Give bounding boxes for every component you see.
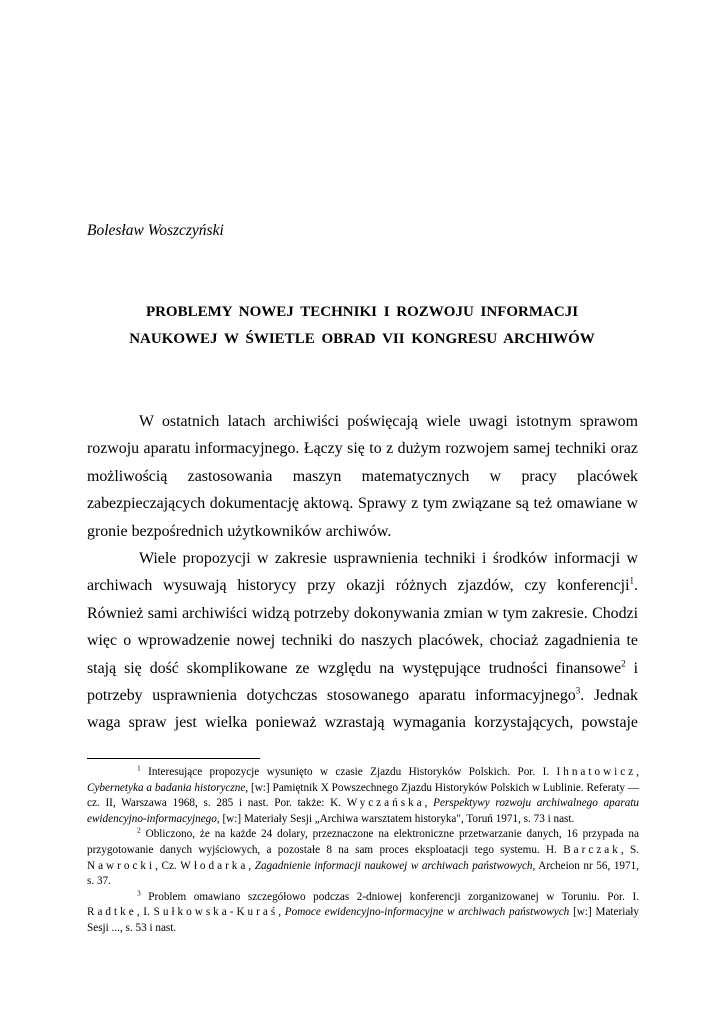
footnote-2-text-2: , Archeion nr 56, 1971, s. 37.: [87, 859, 640, 888]
paragraph-1-text: W ostatnich latach archiwiści poświęcają wiele uwagi istotnym sprawom rozwoju aparatu informacyjnego. Łączy się to z dużym rozwojem samej techniki oraz możliwością zastosowania maszyn matematycznych w pracy placówek zabezpieczających dokumentację aktową. Sprawy z tym związane są też omawiane w gronie bezpośrednich użytkowników archiwów.: [87, 413, 638, 540]
footnote-2: [87, 827, 639, 889]
footnote-ref-1[interactable]: 1: [629, 576, 635, 587]
body-text: [87, 408, 638, 737]
footnote-3-sep-2: ,: [278, 906, 285, 919]
footnote-1-title-2: Perspektywy rozwoju archiwalnego aparatu ewidencyjno-informacyjnego: [87, 797, 640, 825]
footnote-1-text-2: , [w:] Pamiętnik X Powszechnego Zjazdu Historyków Polskich w Lublinie. Referaty — cz. II, Warszawa 1968, s. 285 i nast. Por. także: K.: [87, 781, 639, 810]
article-title-line-2: NAUKOWEJ W ŚWIETLE OBRAD VII KONGRESU ARCHIWÓW: [129, 331, 595, 347]
footnote-3-text: Problem omawiano szczegółowo podczas 2-dniowej konferencji zorganizowanej w Toruniu. Por. I.: [140, 890, 639, 903]
footnote-1-mark: 1: [137, 763, 141, 773]
footnote-3-title-1: Pomoce ewidencyjno-informacyjne w archiwach państwowych: [284, 906, 570, 919]
footnotes: [87, 765, 639, 937]
footnote-1-text: Interesujące propozycje wysunięto w czasie Zjazdu Historyków Polskich. Por. I.: [140, 766, 557, 778]
footnote-3-text-2: [w:] Materiały Sesji ..., s. 53 i nast.: [87, 906, 639, 934]
footnote-1-title-1: Cybernetyka a badania historyczne: [87, 781, 246, 794]
footnote-2-sep-3: ,: [248, 859, 255, 872]
footnote-3-author-2: Sułkowska-Kuraś: [153, 906, 279, 919]
paragraph-1: [87, 408, 638, 545]
footnote-separator: [87, 758, 260, 759]
footnote-1-text-3: , [w:] Materiały Sesji „Archiwa warsztatem historyka", Toruń 1971, s. 73 i nast.: [216, 812, 575, 825]
author-name: Bolesław Woszczyński: [87, 222, 224, 239]
footnote-2-sep-2: , Cz.: [155, 859, 181, 872]
footnote-ref-2[interactable]: 2: [621, 658, 626, 669]
paragraph-2-text-b: . Również sami archiwiści widzą potrzeby dokonywania zmian w tym zakresie. Chodzi więc o wprowadzenie nowej techniki do naszych placówek, chociaż zagadnienia te stają się dość skomplikowane ze względu na występujące trudności finansowe: [87, 577, 638, 677]
footnote-1-author-1: Ihnatowicz: [556, 766, 637, 778]
article-title-line-1: PROBLEMY NOWEJ TECHNIKI I ROZWOJU INFORMACJI: [145, 304, 579, 320]
footnote-1-sep: ,: [636, 766, 639, 778]
footnote-3-author-1: Radtke: [87, 906, 137, 919]
footnote-1-author-2: Wyczańska: [346, 797, 425, 810]
footnote-2-author-3: Włodarka: [180, 859, 249, 872]
paragraph-2-text-c: i potrzeby usprawnienia dotychczas stosowanego aparatu informacyjnego: [87, 659, 638, 705]
footnote-2-text: Obliczono, że na każde 24 dolary, przeznaczone na elektroniczne przetwarzanie danych, 16 przypada na przygotowanie danych wyjściowych, a pozostałe 8 na sam proces eksploatacji tego systemu. H.: [87, 828, 639, 856]
footnote-1-sep-2: ,: [424, 797, 434, 810]
paragraph-2: [87, 545, 638, 737]
footnote-2-sep: , S.: [620, 843, 639, 856]
footnote-3-sep: , I.: [136, 906, 154, 919]
footnote-2-author-1: Barczak: [563, 843, 621, 856]
footnote-ref-3[interactable]: 3: [575, 685, 581, 696]
paragraph-2-text-d: . Jednak waga spraw jest wielka ponieważ wzrastają wymagania korzystających, powstaje: [87, 687, 638, 732]
paragraph-2-text-a: Wiele propozycji w zakresie usprawnienia techniki i środków informacji w archiwach wysuwają historycy przy okazji różnych zjazdów, czy konferencji: [87, 550, 638, 595]
footnote-2-author-2: Nawrocki: [87, 859, 156, 872]
footnote-3: [87, 890, 639, 937]
footnote-2-title-1: Zagadnienie informacji naukowej w archiwach państwowych: [254, 859, 533, 872]
footnote-3-mark: 3: [137, 888, 141, 898]
footnote-1: [87, 765, 639, 827]
footnote-2-mark: 2: [137, 825, 141, 835]
